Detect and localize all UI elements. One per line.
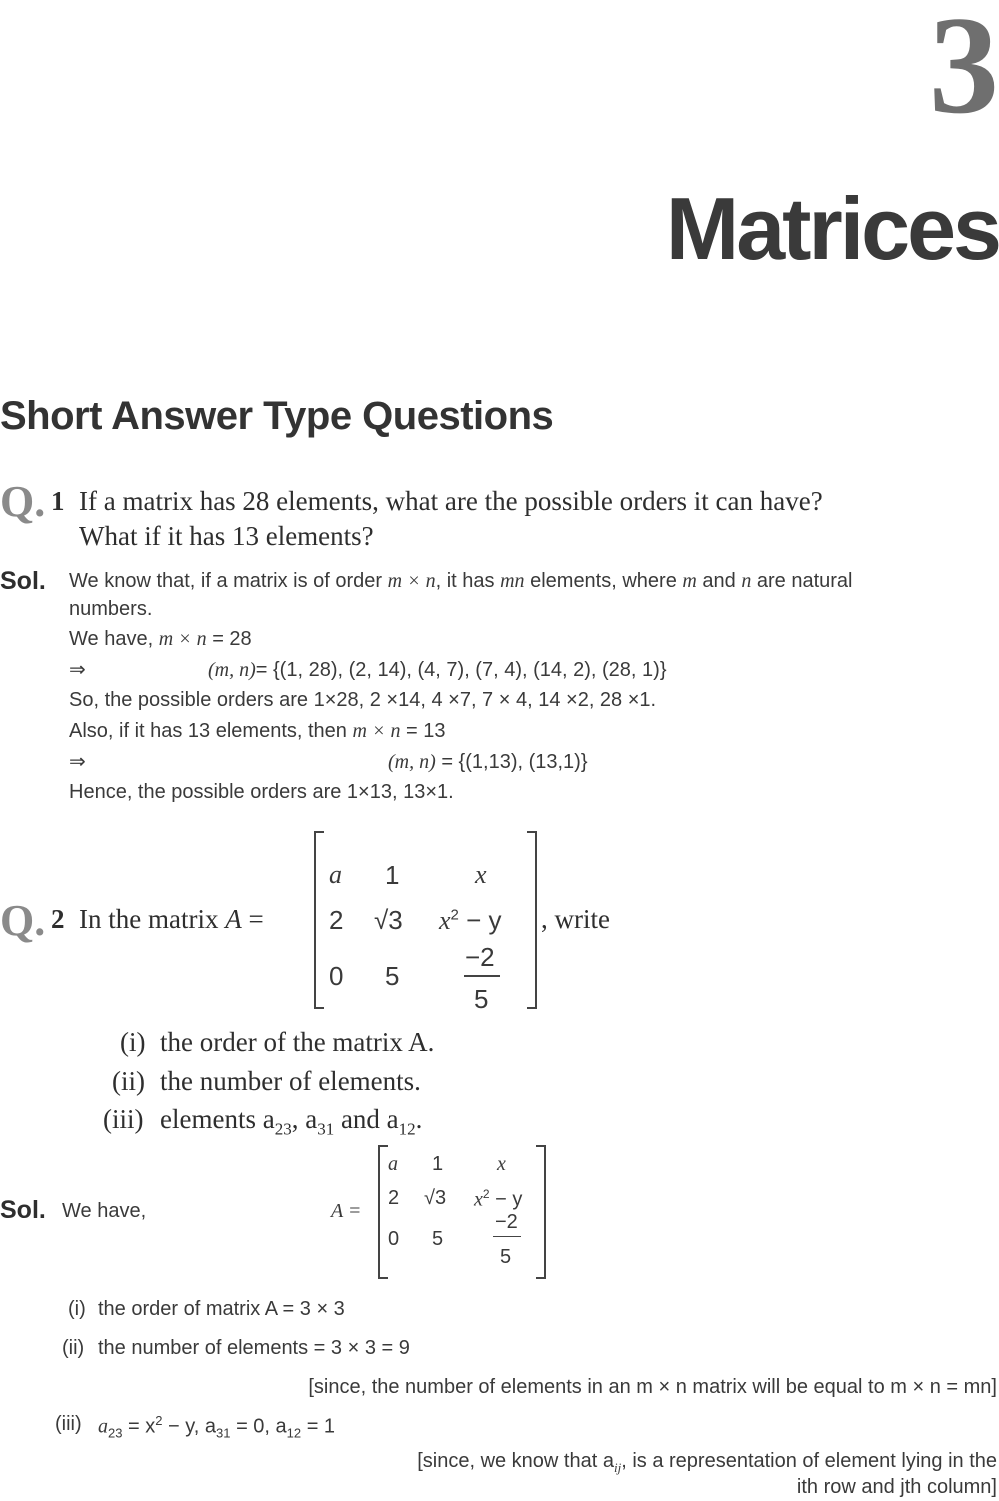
- matrix-a12: 1: [385, 860, 400, 890]
- matrix-a23: $x^2 - y$: [439, 905, 502, 935]
- small-matrix-a33-fraction-bar: [493, 1236, 521, 1237]
- solution-1-line-7: (m, n) = {(1,13), (13,1)}: [388, 751, 588, 773]
- small-matrix-a33-numerator: −2: [495, 1211, 518, 1233]
- chapter-number: 3: [929, 0, 999, 143]
- answer-iii-text: $a_{23} = x^2 - y$, $a_{31} = 0$, $a_{12} = 1$: [98, 1413, 336, 1441]
- solution-1-line-2: numbers.: [69, 598, 153, 620]
- small-matrix-a33-denominator: 5: [500, 1246, 512, 1268]
- implies-arrow-2: ⇒: [69, 751, 86, 773]
- small-matrix-a11: a: [388, 1153, 398, 1175]
- matrix-a22: √3: [374, 905, 403, 935]
- q2-part-i-label: (i): [120, 1027, 146, 1057]
- small-matrix-a32: 5: [432, 1228, 444, 1250]
- question-2-lead: In the matrix A =: [79, 904, 264, 934]
- solution-1-label: Sol.: [0, 567, 46, 595]
- matrix-left-bracket: [314, 831, 324, 1009]
- question-2-tail: , write: [541, 904, 610, 934]
- section-title: Short Answer Type Questions: [0, 394, 554, 438]
- small-matrix-right-bracket: [536, 1145, 546, 1279]
- matrix-a33-numerator: −2: [465, 942, 495, 972]
- note-2-line-2: ith row and jth column]: [796, 1476, 997, 1498]
- matrix-a31: 0: [329, 961, 344, 991]
- solution-1-line-4: (m, n)= {(1, 28), (2, 14), (4, 7), (7, 4), (14, 2), (28, 1)}: [208, 659, 667, 681]
- small-matrix-a12: 1: [432, 1153, 444, 1175]
- solution-1-line-3: We have, m × n = 28: [69, 628, 252, 650]
- small-matrix-a21: 2: [388, 1187, 400, 1209]
- answer-ii-text: the number of elements = 3 × 3 = 9: [98, 1337, 410, 1359]
- question-2-marker: Q.: [0, 896, 46, 945]
- matrix-a33-fraction-bar: [464, 975, 500, 977]
- matrix-a21: 2: [329, 905, 344, 935]
- matrix-a11: a: [329, 860, 342, 889]
- q2-part-i-text: the order of the matrix A.: [160, 1027, 435, 1057]
- answer-i-text: the order of matrix A = 3 × 3: [98, 1298, 345, 1320]
- small-matrix-a23: $x^2 - y$: [474, 1187, 523, 1211]
- small-matrix-a22: √3: [424, 1187, 447, 1209]
- small-matrix-left-bracket: [378, 1145, 388, 1279]
- q2-part-ii-text: the number of elements.: [160, 1066, 421, 1096]
- solution-2-label: Sol.: [0, 1196, 46, 1224]
- solution-1-line-6: Also, if it has 13 elements, then m × n = 13: [69, 720, 446, 742]
- answer-ii-label: (ii): [62, 1337, 85, 1359]
- answer-iii-label: (iii): [55, 1413, 82, 1435]
- matrix-a33-denominator: 5: [474, 984, 489, 1014]
- q2-part-ii-label: (ii): [112, 1066, 145, 1096]
- note-1: [since, the number of elements in an m × n matrix will be equal to m × n = mn]: [308, 1376, 997, 1398]
- question-1-line-1: If a matrix has 28 elements, what are the possible orders it can have?: [79, 486, 823, 516]
- q2-part-iii-text: elements $a_{23}$, $a_{31}$ and $a_{12}$.: [160, 1104, 423, 1139]
- answer-i-label: (i): [68, 1298, 86, 1320]
- solution-1-line-1: We know that, if a matrix is of order m × n, it has mn elements, where m and n are natural: [69, 570, 853, 592]
- solution-1-line-5: So, the possible orders are 1×28, 2 ×14, 4 ×7, 7 × 4, 14 ×2, 28 ×1.: [69, 689, 657, 711]
- question-1-line-2: What if it has 13 elements?: [79, 521, 374, 551]
- matrix-a32: 5: [385, 961, 400, 991]
- chapter-title: Matrices: [665, 179, 999, 278]
- question-1-marker: Q.: [0, 477, 46, 526]
- small-matrix-a31: 0: [388, 1228, 400, 1250]
- matrix-a13: x: [475, 860, 487, 889]
- small-matrix-a13: x: [497, 1153, 506, 1175]
- implies-arrow-1: ⇒: [69, 659, 86, 681]
- solution-2-a-equals: A =: [331, 1200, 362, 1222]
- matrix-right-bracket: [527, 831, 537, 1009]
- question-1-number: 1: [51, 486, 65, 516]
- q2-part-iii-label: (iii): [103, 1104, 144, 1134]
- solution-2-we-have: We have,: [62, 1200, 147, 1222]
- question-2-number: 2: [51, 904, 65, 934]
- solution-1-line-8: Hence, the possible orders are 1×13, 13×1.: [69, 781, 454, 803]
- note-2-line-1: [since, we know that $a_{ij}$, is a representation of element lying in the: [417, 1450, 997, 1475]
